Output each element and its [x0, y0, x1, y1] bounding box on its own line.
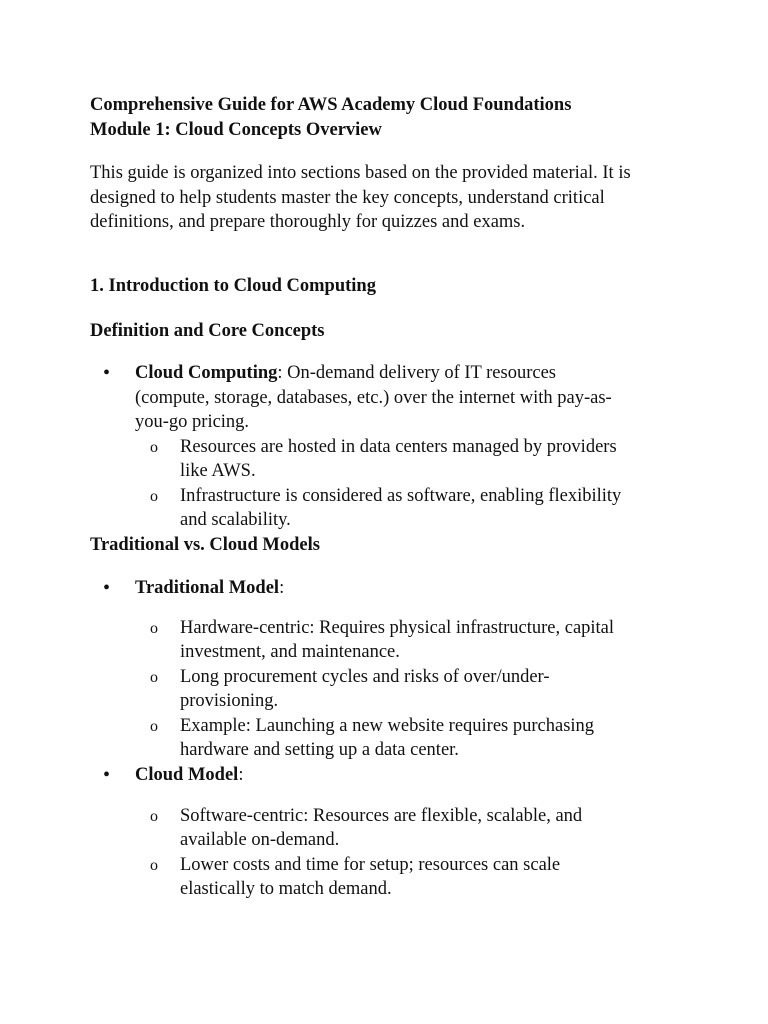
sub-bullet-marker: o: [150, 669, 158, 686]
sub-bullet-text: elastically to match demand.: [180, 879, 392, 899]
sub-bullet-text: Software-centric: Resources are flexible, scalable, and: [180, 806, 583, 826]
doc-title-line1: Comprehensive Guide for AWS Academy Cloud Foundations: [90, 95, 572, 115]
term-cloud-model: Cloud Model: [135, 765, 239, 785]
bullet-marker: •: [103, 764, 111, 786]
intro-line-1: This guide is organized into sections based on the provided material. It is: [90, 163, 631, 183]
bullet-cloud-model: Cloud Model:: [135, 765, 244, 785]
sub-bullet-marker: o: [150, 718, 158, 735]
bullet-traditional-model: Traditional Model:: [135, 578, 285, 598]
subsection-heading-definition: Definition and Core Concepts: [90, 321, 325, 341]
sub-bullet-text: Lower costs and time for setup; resources can scale: [180, 855, 561, 875]
sub-bullet-text: investment, and maintenance.: [180, 642, 400, 662]
sub-bullet-text: provisioning.: [180, 691, 279, 711]
sub-bullet-marker: o: [150, 620, 158, 637]
term-cloud-computing: Cloud Computing: [135, 363, 278, 383]
sub-bullet-text: Hardware-centric: Requires physical infrastructure, capital: [180, 618, 615, 638]
bullet-marker: •: [103, 577, 111, 599]
intro-line-2: designed to help students master the key concepts, understand critical: [90, 188, 605, 208]
doc-title-line2: Module 1: Cloud Concepts Overview: [90, 120, 382, 140]
sub-bullet-marker: o: [150, 439, 158, 456]
sub-bullet-marker: o: [150, 808, 158, 825]
sub-bullet-text: and scalability.: [180, 510, 291, 530]
sub-bullet-text: like AWS.: [180, 461, 256, 481]
sub-bullet-text: Infrastructure is considered as software, enabling flexibility: [180, 486, 622, 506]
subsection-heading-models: Traditional vs. Cloud Models: [90, 535, 320, 555]
sub-bullet-text: Example: Launching a new website requires purchasing: [180, 716, 595, 736]
sub-bullet-text: Long procurement cycles and risks of over/under-: [180, 667, 550, 687]
bullet-cloud-computing-line3: you-go pricing.: [135, 412, 250, 432]
bullet-marker: •: [103, 362, 111, 384]
sub-bullet-text: hardware and setting up a data center.: [180, 740, 459, 760]
sub-bullet-marker: o: [150, 857, 158, 874]
sub-bullet-text: available on-demand.: [180, 830, 340, 850]
sub-bullet-marker: o: [150, 488, 158, 505]
intro-line-3: definitions, and prepare thoroughly for quizzes and exams.: [90, 212, 526, 232]
term-traditional-model: Traditional Model: [135, 578, 280, 598]
bullet-cloud-computing-line2: (compute, storage, databases, etc.) over the internet with pay-as-: [135, 388, 612, 408]
bullet-cloud-computing-line1: [135, 361, 556, 386]
bullet-cloud-computing-text: : On-demand delivery of IT resources: [277, 363, 556, 383]
sub-bullet-text: Resources are hosted in data centers managed by providers: [180, 437, 617, 457]
section-heading-1: 1. Introduction to Cloud Computing: [90, 276, 376, 296]
